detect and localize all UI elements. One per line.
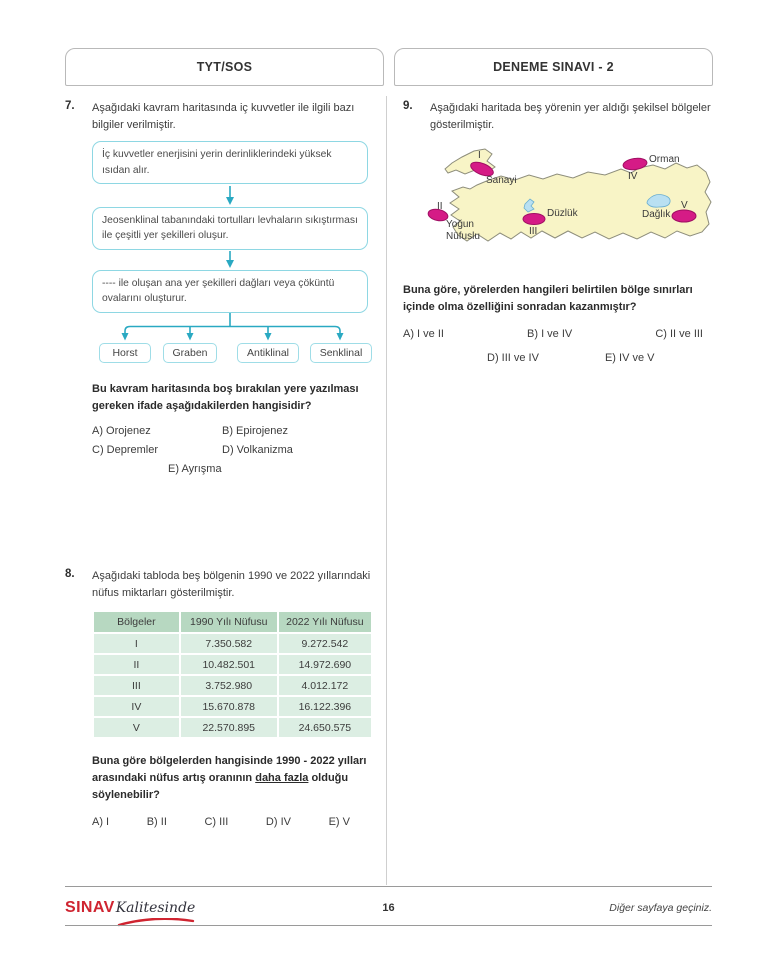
map-label-numeral-2: II (437, 201, 443, 213)
header-section-right (394, 48, 713, 86)
leaf-box-senklinal: Senklinal (310, 343, 372, 363)
map-label-numeral-1: I (478, 150, 481, 162)
question-9-options-row1 (403, 328, 703, 340)
footer-note: Diğer sayfaya geçiniz. (609, 902, 712, 914)
stem-underlined-text: daha fazla (255, 772, 309, 785)
footer-bottom-rule (65, 925, 712, 926)
arrow-down-icon (92, 184, 368, 207)
option-c: C) II ve III (655, 328, 703, 341)
option-b: B) Epirojenez (222, 424, 289, 437)
question-8-stem (92, 753, 373, 804)
footer (65, 893, 712, 923)
question-9-number: 9. (403, 100, 413, 112)
stem-text: Buna göre bölgelerden hangisinde 1990 - 2022 yılları arasındaki nüfus artış oranının (92, 755, 367, 785)
cell: V (94, 718, 179, 737)
cell: 9.272.542 (279, 634, 371, 653)
cell: 3.752.980 (181, 676, 277, 695)
population-table (92, 610, 373, 739)
col-header-1990: 1990 Yılı Nüfusu (181, 612, 277, 632)
map-label-name-5: Dağlık (642, 209, 671, 221)
map-label-name-3: Düzlük (547, 208, 578, 220)
table-row (94, 676, 371, 695)
header-left-title: TYT/SOS (196, 60, 253, 74)
option-c: C) Depremler (92, 443, 159, 456)
leaf-box-antiklinal: Antiklinal (237, 343, 299, 363)
option-e: E) Ayrışma (168, 462, 222, 475)
question-7-options (92, 425, 373, 475)
col-header-2022: 2022 Yılı Nüfusu (279, 612, 371, 632)
option-a: A) I ve II (403, 328, 444, 341)
cell: 7.350.582 (181, 634, 277, 653)
cell: 16.122.396 (279, 697, 371, 716)
flow-box-2: Jeosenklinal tabanındaki tortulları levhaların sıkıştırması ile çeşitli yer şekilleri oluşur. (92, 207, 368, 250)
flow-box-1: İç kuvvetler enerjisini yerin derinliklerindeki yüksek ısıdan alır. (92, 141, 368, 184)
question-9 (403, 100, 715, 364)
leaf-box-horst: Horst (99, 343, 151, 363)
table-row (94, 697, 371, 716)
column-divider (386, 96, 387, 885)
question-9-stem: Buna göre, yörelerden hangileri belirtilen bölge sınırları içinde olma özelliğini sonradan kazanmıştır? (403, 284, 693, 314)
map-label-name-4: Orman (649, 154, 680, 166)
region-marker-3 (523, 214, 545, 225)
option-d: D) III ve IV (487, 352, 539, 365)
table-row (94, 634, 371, 653)
question-8 (65, 568, 373, 828)
footer-top-rule (65, 886, 712, 887)
table-row (94, 655, 371, 674)
question-7-stem: Bu kavram haritasında boş bırakılan yere yazılması gereken ifade aşağıdakilerden hangisidir? (92, 382, 359, 412)
option-b: B) I ve IV (527, 328, 573, 341)
option-e: E) V (328, 816, 350, 829)
arrow-down-icon (92, 250, 368, 270)
option-d: D) Volkanizma (222, 443, 293, 456)
leaf-box-graben: Graben (163, 343, 217, 363)
cell: 22.570.895 (181, 718, 277, 737)
stem-text: olduğu söylenebilir? (92, 772, 349, 802)
option-b: B) II (146, 816, 167, 829)
option-a: A) Orojenez (92, 424, 151, 437)
question-7 (65, 100, 373, 482)
option-c: C) III (204, 816, 229, 829)
map-label-numeral-3: III (529, 226, 538, 238)
map-label-numeral-5: V (681, 200, 688, 212)
question-9-options-row2 (487, 352, 715, 364)
concept-map-leaves (92, 343, 368, 367)
flow-box-3: ---- ile oluşan ana yer şekilleri dağları veya çöküntü ovalarını oluşturur. (92, 270, 368, 313)
logo-secondary-text: Kalitesinde (115, 900, 196, 916)
cell: I (94, 634, 179, 653)
cell: 15.670.878 (181, 697, 277, 716)
logo-primary-text: SINAV (65, 899, 115, 916)
col-header-regions: Bölgeler (94, 612, 179, 632)
map-label-numeral-4: IV (628, 171, 638, 183)
table-row (94, 718, 371, 737)
branch-connector-icon (92, 313, 368, 343)
cell: III (94, 676, 179, 695)
question-7-intro: Aşağıdaki kavram haritasında iç kuvvetler ile ilgili bazı bilgiler verilmiştir. (92, 102, 355, 132)
turkey-map (425, 142, 715, 266)
table-header-row (94, 612, 371, 632)
cell: IV (94, 697, 179, 716)
page-number: 16 (382, 902, 395, 914)
cell: 24.650.575 (279, 718, 371, 737)
map-label-name-2: Yoğun Nüfuslu (446, 219, 480, 243)
header-section-left (65, 48, 384, 86)
concept-map (92, 141, 368, 367)
option-a: A) I (92, 816, 110, 829)
question-9-intro: Aşağıdaki haritada beş yörenin yer aldığı şekilsel bölgeler gösterilmiştir. (430, 102, 711, 132)
question-8-options (92, 816, 350, 828)
header-right-title: DENEME SINAVI - 2 (493, 60, 614, 74)
cell: II (94, 655, 179, 674)
cell: 10.482.501 (181, 655, 277, 674)
cell: 4.012.172 (279, 676, 371, 695)
map-label-name-1: Sanayi (486, 175, 517, 187)
question-8-number: 8. (65, 568, 75, 580)
option-e: E) IV ve V (604, 352, 655, 365)
question-7-number: 7. (65, 100, 75, 112)
cell: 14.972.690 (279, 655, 371, 674)
option-d: D) IV (265, 816, 291, 829)
question-8-intro: Aşağıdaki tabloda beş bölgenin 1990 ve 2022 yıllarındaki nüfus miktarları gösterilmiştir. (92, 570, 371, 600)
